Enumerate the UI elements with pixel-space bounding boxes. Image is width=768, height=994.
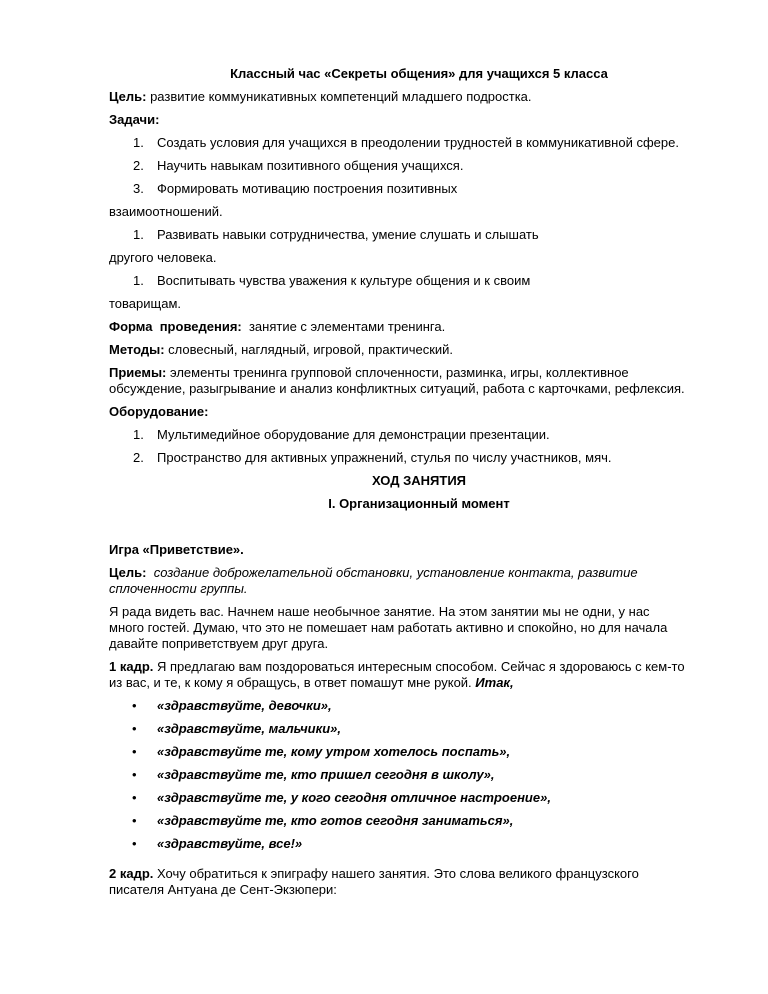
section-heading: I. Организационный момент: [328, 496, 510, 511]
task-continuation: другого человека.: [109, 250, 217, 265]
greeting-item: [109, 721, 729, 737]
task-number: 1.: [133, 135, 144, 150]
greeting-item: [109, 744, 729, 760]
task-text: Формировать мотивацию построения позитивных: [157, 181, 458, 196]
bullet-icon: •: [132, 721, 137, 736]
task-text: Научить навыкам позитивного общения учащихся.: [157, 158, 464, 173]
intro-line: давайте поприветствуем друг друга.: [109, 636, 329, 651]
techniques-paragraph: [109, 365, 729, 381]
game-goal-text-line2: сплоченности группы.: [109, 581, 248, 596]
bullet-icon: •: [132, 790, 137, 805]
greeting-text: «здравствуйте, девочки»,: [157, 698, 332, 713]
task-number: 1.: [133, 273, 144, 288]
task-number: 3.: [133, 181, 144, 196]
task-continuation: взаимоотношений.: [109, 204, 223, 219]
task-item: [109, 181, 729, 197]
form-paragraph: [109, 319, 729, 335]
task-item: [109, 227, 729, 243]
intro-line: много гостей. Думаю, что это не помешает нам работать активно и спокойно, но для начала: [109, 620, 668, 635]
equipment-label: Оборудование:: [109, 404, 209, 419]
document-title: Классный час «Секреты общения» для учащихся 5 класса: [230, 66, 608, 81]
task-item: [109, 158, 729, 174]
game-goal-text: создание доброжелательной обстановки, установление контакта, развитие: [146, 565, 638, 580]
methods-label: Методы:: [109, 342, 165, 357]
greeting-text: «здравствуйте, все!»: [157, 836, 303, 851]
frame2-text: Хочу обратиться к эпиграфу нашего занятия. Это слова великого французского: [153, 866, 639, 881]
equipment-item: [109, 450, 729, 466]
frame1-text: Я предлагаю вам поздороваться интересным способом. Сейчас я здороваюсь с кем-то: [153, 659, 685, 674]
bullet-icon: •: [132, 813, 137, 828]
goal-text: развитие коммуникативных компетенций младшего подростка.: [146, 89, 532, 104]
bullet-icon: •: [132, 767, 137, 782]
equipment-item: [109, 427, 729, 443]
task-text: Развивать навыки сотрудничества, умение слушать и слышать: [157, 227, 539, 242]
greeting-item: [109, 813, 729, 829]
equipment-text: Пространство для активных упражнений, стулья по числу участников, мяч.: [157, 450, 612, 465]
task-number: 2.: [133, 158, 144, 173]
greeting-text: «здравствуйте те, кто готов сегодня заниматься»,: [157, 813, 514, 828]
greeting-item: [109, 698, 729, 714]
frame1-text: из вас, и те, к кому я обращусь, в ответ помашут мне рукой.: [109, 675, 476, 690]
equipment-number: 2.: [133, 450, 144, 465]
tasks-label: Задачи:: [109, 112, 160, 127]
lesson-heading: ХОД ЗАНЯТИЯ: [371, 473, 467, 488]
greeting-text: «здравствуйте, мальчики»,: [157, 721, 341, 736]
task-number: 1.: [133, 227, 144, 242]
frame2-paragraph: [109, 866, 729, 882]
greeting-item: [109, 767, 729, 783]
equipment-text: Мультимедийное оборудование для демонстрации презентации.: [157, 427, 550, 442]
greeting-item: [109, 836, 729, 852]
frame2-label: 2 кадр.: [109, 866, 154, 881]
frame1-emphasis: Итак,: [475, 675, 514, 690]
greeting-text: «здравствуйте те, кому утром хотелось поспать»,: [157, 744, 511, 759]
goal-label: Цель:: [109, 89, 147, 104]
intro-line: Я рада видеть вас. Начнем наше необычное занятие. На этом занятии мы не одни, у нас: [109, 604, 650, 619]
goal-paragraph: [109, 89, 729, 105]
task-text: Воспитывать чувства уважения к культуре общения и к своим: [157, 273, 531, 288]
methods-text: словесный, наглядный, игровой, практический.: [164, 342, 454, 357]
task-continuation: товарищам.: [109, 296, 181, 311]
bullet-icon: •: [132, 836, 137, 851]
greeting-item: [109, 790, 729, 806]
techniques-text: элементы тренинга групповой сплоченности, разминка, игры, коллективное: [166, 365, 629, 380]
frame1-paragraph: [109, 659, 729, 675]
form-label: Форма проведения:: [109, 319, 242, 334]
frame2-text-line2: писателя Антуана де Сент-Экзюпери:: [109, 882, 337, 897]
task-text: Создать условия для учащихся в преодолении трудностей в коммуникативной сфере.: [157, 135, 679, 150]
task-item: [109, 273, 729, 289]
techniques-text-line2: обсуждение, разыгрывание и анализ конфликтных ситуаций, работа с карточками, рефлексия.: [109, 381, 685, 396]
game-goal-label: Цель:: [109, 565, 147, 580]
bullet-icon: •: [132, 698, 137, 713]
bullet-icon: •: [132, 744, 137, 759]
methods-paragraph: [109, 342, 729, 358]
greeting-text: «здравствуйте те, кто пришел сегодня в школу»,: [157, 767, 495, 782]
frame1-paragraph-line2: [109, 675, 729, 691]
game-title: Игра «Приветствие».: [109, 542, 244, 557]
game-goal-paragraph: [109, 565, 729, 581]
frame1-label: 1 кадр.: [109, 659, 154, 674]
greeting-text: «здравствуйте те, у кого сегодня отличное настроение»,: [157, 790, 551, 805]
document-page: [109, 0, 729, 898]
form-text: занятие с элементами тренинга.: [241, 319, 446, 334]
task-item: [109, 135, 729, 151]
equipment-number: 1.: [133, 427, 144, 442]
techniques-label: Приемы:: [109, 365, 167, 380]
